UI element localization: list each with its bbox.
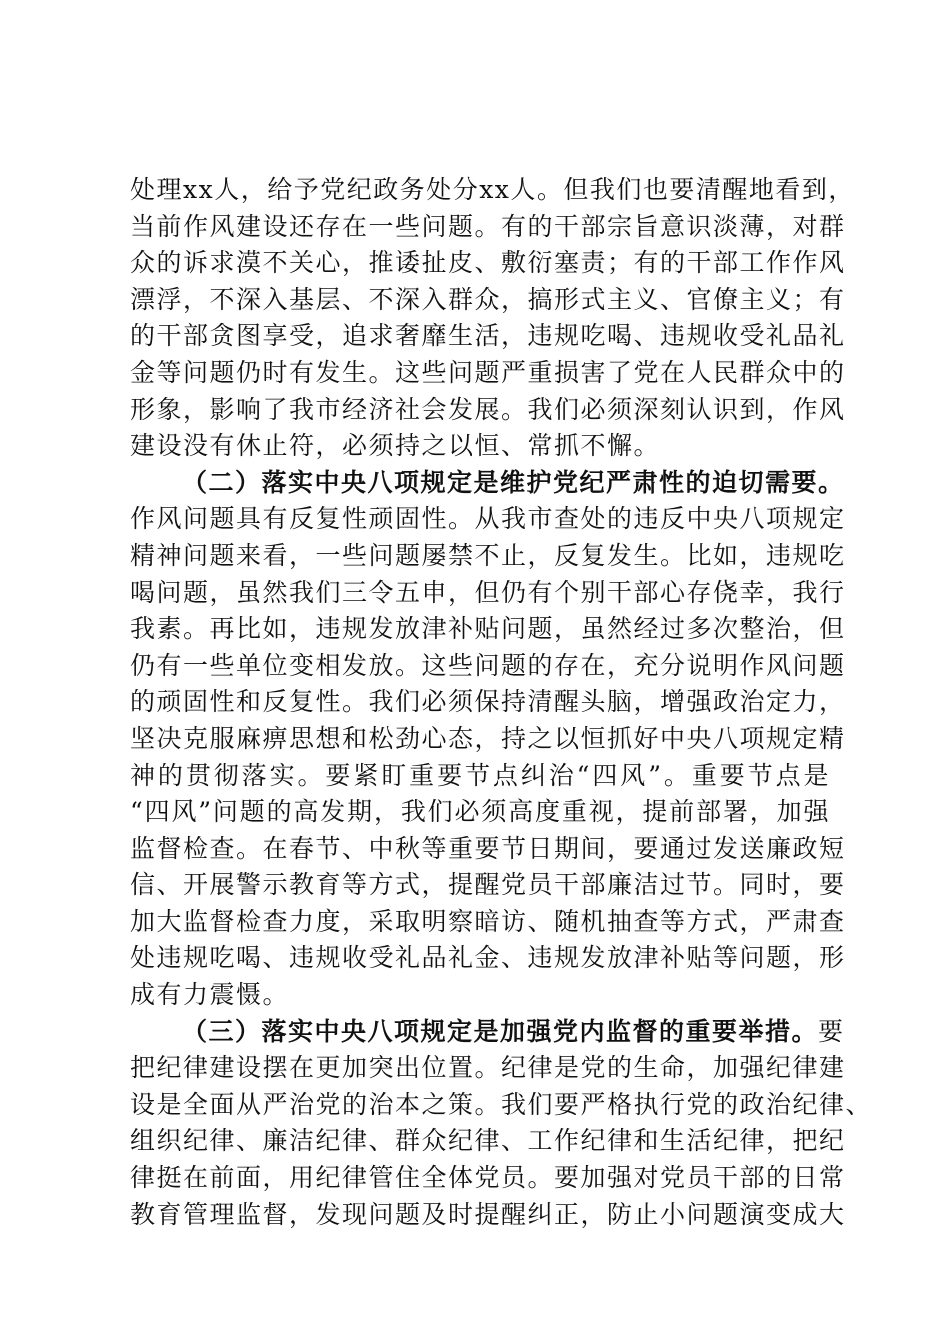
text-line: 坚决克服麻痹思想和松劲心态，持之以恒抓好中央八项规定精 xyxy=(130,723,846,753)
text-line: 把纪律建设摆在更加突出位置。纪律是党的生命，加强纪律建 xyxy=(130,1053,846,1083)
text-line: 的干部贪图享受，追求奢靡生活，违规吃喝、违规收受礼品礼 xyxy=(130,321,846,351)
text-line: 监督检查。在春节、中秋等重要节日期间，要通过发送廉政短 xyxy=(130,833,846,863)
document-body xyxy=(130,172,873,1233)
text-line: 信、开展警示教育等方式，提醒党员干部廉洁过节。同时，要 xyxy=(130,870,846,900)
text-line: 仍有一些单位变相发放。这些问题的存在，充分说明作风问题 xyxy=(130,650,846,680)
text-line: 的顽固性和反复性。我们必须保持清醒头脑，增强政治定力， xyxy=(130,687,846,717)
text-line: 金等问题仍时有发生。这些问题严重损害了党在人民群众中的 xyxy=(130,357,846,387)
text-line: 神的贯彻落实。要紧盯重要节点纠治“四风”。重要节点是 xyxy=(130,760,830,790)
text-line: 教育管理监督，发现问题及时提醒纠正，防止小问题演变成大 xyxy=(130,1199,846,1229)
text-line: 设是全面从严治党的治本之策。我们要严格执行党的政治纪律、 xyxy=(130,1089,873,1119)
text-line: 我素。再比如，违规发放津补贴问题，虽然经过多次整治，但 xyxy=(130,614,846,644)
text-line: 喝问题，虽然我们三令五申，但仍有个别干部心存侥幸，我行 xyxy=(130,577,846,607)
text-line: 建设没有休止符，必须持之以恒、常抓不懈。 xyxy=(130,431,661,461)
text-line: 作风问题具有反复性顽固性。从我市查处的违反中央八项规定 xyxy=(130,504,846,534)
text-line: 处违规吃喝、违规收受礼品礼金、违规发放津补贴等问题，形 xyxy=(130,943,846,973)
section-heading-3: （三）落实中央八项规定是加强党内监督的重要举措。 xyxy=(182,1016,819,1046)
text-line: 当前作风建设还存在一些问题。有的干部宗旨意识淡薄，对群 xyxy=(130,211,846,241)
text-line: 处理xx人，给予党纪政务处分xx人。但我们也要清醒地看到， xyxy=(130,175,855,204)
text-line: 形象，影响了我市经济社会发展。我们必须深刻认识到，作风 xyxy=(130,394,846,424)
text-line: 加大监督检查力度，采取明察暗访、随机抽查等方式，严肃查 xyxy=(130,906,846,936)
text-line: “四风”问题的高发期，我们必须高度重视，提前部署，加强 xyxy=(130,797,830,827)
text-line: 精神问题来看，一些问题屡禁不止，反复发生。比如，违规吃 xyxy=(130,540,846,570)
text-line: 律挺在前面，用纪律管住全体党员。要加强对党员干部的日常 xyxy=(130,1163,846,1193)
text-line: 组织纪律、廉洁纪律、群众纪律、工作纪律和生活纪律，把纪 xyxy=(130,1126,846,1156)
section-heading-2: （二）落实中央八项规定是维护党纪严肃性的迫切需要。 xyxy=(182,467,845,497)
text-run: 要 xyxy=(818,1016,845,1046)
text-line: 众的诉求漠不关心，推诿扯皮、敷衍塞责；有的干部工作作风 xyxy=(130,248,846,278)
text-line: 漂浮，不深入基层、不深入群众，搞形式主义、官僚主义；有 xyxy=(130,284,846,314)
text-line xyxy=(130,1014,845,1051)
text-line: 成有力震慑。 xyxy=(130,980,290,1010)
